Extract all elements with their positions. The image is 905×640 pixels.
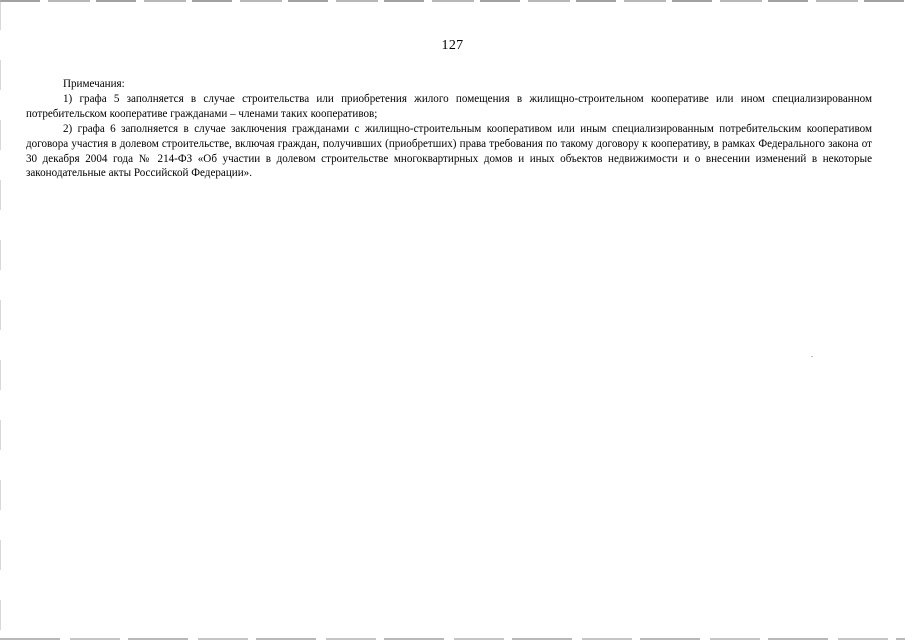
notes-heading: Примечания: bbox=[63, 78, 125, 90]
note-item-1: 1) графа 5 заполняется в случае строительства или приобретения жилого помещения в жилищно-строительном кооперативе или ином специализированном потребительском кооперативе гражданами – членами таких кооперативов; bbox=[26, 92, 872, 120]
scan-edge-left bbox=[0, 0, 1, 640]
page-number: 127 bbox=[441, 38, 464, 53]
note-item-2: 2) графа 6 заполняется в случае заключения гражданами с жилищно-строительным кооперативом или иным специализированным потребительским кооперативом договора участия в долевом строительстве, включая граждан, получивших (приобретших) права требования по такому договору к кооперативу, в рамках Федерального закона от 30 декабря 2004 года № 214-ФЗ «Об участии в долевом строительстве многоквартирных домов и иных объектов недвижимости и о внесении изменений в некоторые законодательные акты Российской Федерации». bbox=[26, 122, 872, 180]
scan-edge-top bbox=[0, 0, 905, 2]
notes-section bbox=[26, 77, 872, 181]
scan-speck bbox=[811, 356, 813, 357]
